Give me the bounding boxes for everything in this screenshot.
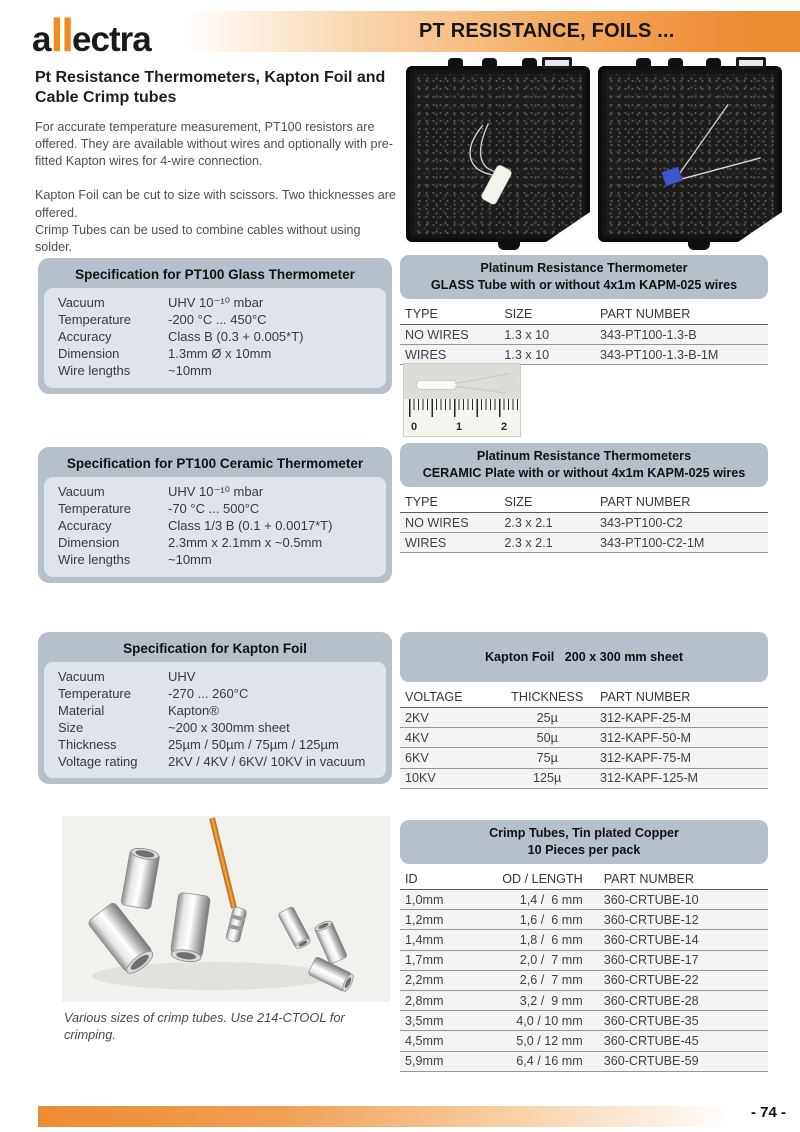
table-row	[400, 910, 768, 930]
spec-label: Temperature	[58, 500, 131, 516]
spec-body	[44, 477, 386, 577]
table-cell: 343-PT100-1.3-B-1M	[595, 345, 768, 365]
table-cell: 6,4 / 16 mm	[485, 1051, 599, 1071]
table-title	[400, 820, 768, 864]
spec-value: ~10mm	[168, 362, 212, 378]
spec-label: Accuracy	[58, 328, 112, 344]
ruler-ticks	[409, 399, 518, 417]
spec-label: Accuracy	[58, 517, 112, 533]
column-header: VOLTAGE	[400, 687, 499, 708]
table-row	[400, 513, 768, 533]
spec-value: 25µm / 50µm / 75µm / 125µm	[168, 736, 339, 752]
spec-row	[58, 518, 374, 535]
header-banner	[185, 11, 800, 52]
table-row	[400, 708, 768, 728]
table-header-row	[400, 492, 768, 513]
table-row	[400, 990, 768, 1010]
spec-row	[58, 686, 374, 703]
spec-row	[58, 346, 374, 363]
table-cell: NO WIRES	[400, 513, 499, 533]
table-row	[400, 728, 768, 748]
table-cell: 312-KAPF-50-M	[595, 728, 768, 748]
spec-label: Vacuum	[58, 484, 105, 499]
table-cell: 2,2mm	[400, 970, 485, 990]
spec-label: Dimension	[58, 534, 120, 550]
table-title-line: GLASS Tube with or without 4x1m KAPM-025 wires	[430, 278, 738, 292]
spec-value: ~10mm	[168, 551, 212, 567]
intro-paragraph: Kapton Foil can be cut to size with scissors. Two thicknesses are offered.	[35, 188, 396, 220]
spec-value: 2KV / 4KV / 6KV/ 10KV in vacuum	[168, 753, 366, 769]
table-title-line: CERAMIC Plate with or without 4x1m KAPM-025 wires	[422, 466, 746, 480]
table-row	[400, 1051, 768, 1071]
table-title-line: Platinum Resistance Thermometer	[480, 261, 688, 275]
box-knob	[498, 238, 520, 250]
intro-paragraph: For accurate temperature measurement, PT100 resistors are offered. They are available without wires and optionally with pre-fitted Kapton wires for 4-wire connection.	[35, 120, 393, 169]
box-tab	[668, 58, 683, 70]
table-row	[400, 325, 768, 345]
page-number: - 74 -	[750, 1104, 786, 1121]
column-header: SIZE	[499, 492, 595, 513]
table-cell: 1,2mm	[400, 910, 485, 930]
table-cell: 1,6 / 6 mm	[485, 910, 599, 930]
ruler	[404, 399, 520, 436]
logo-text: a	[32, 20, 51, 59]
spec-label: Material	[58, 702, 105, 718]
table-cell: 75µ	[499, 748, 595, 768]
table-cell: 1,8 / 6 mm	[485, 930, 599, 950]
spec-label: Thickness	[58, 736, 117, 752]
box-tab	[448, 58, 463, 70]
crimp-tubes-table	[400, 820, 768, 1072]
box-knob	[688, 238, 710, 250]
table-title	[400, 632, 768, 682]
glass-thermometer-scale-photo	[403, 363, 521, 437]
table-cell: 360-CRTUBE-10	[599, 890, 768, 910]
table-cell: 312-KAPF-25-M	[595, 708, 768, 728]
spec-row	[58, 329, 374, 346]
table-cell: WIRES	[400, 533, 499, 553]
box-clasp	[542, 57, 572, 69]
spec-row	[58, 754, 374, 771]
table-cell: 3,2 / 9 mm	[485, 990, 599, 1010]
column-header: THICKNESS	[499, 687, 595, 708]
box-tab	[522, 58, 537, 70]
spec-row	[58, 363, 374, 380]
crimp-tubes-photo	[62, 816, 390, 1002]
spec-row	[58, 312, 374, 329]
table-row	[400, 1031, 768, 1051]
banner-title: PT RESISTANCE, FOILS ...	[419, 20, 675, 42]
table-cell: 312-KAPF-125-M	[595, 768, 768, 788]
box-tab	[482, 58, 497, 70]
table-cell: 312-KAPF-75-M	[595, 748, 768, 768]
table-cell: 4,0 / 10 mm	[485, 1011, 599, 1031]
table-cell: 1,4 / 6 mm	[485, 890, 599, 910]
table-row	[400, 533, 768, 553]
table-row	[400, 890, 768, 910]
allectra-logo	[32, 8, 151, 62]
table-cell: 1,0mm	[400, 890, 485, 910]
logo-orange-ll: ll	[50, 9, 73, 61]
column-header: TYPE	[400, 492, 499, 513]
spec-label: Voltage rating	[58, 753, 138, 769]
table-cell: 1,7mm	[400, 950, 485, 970]
table-title-line: 10 Pieces per pack	[527, 843, 641, 857]
spec-label: Wire lengths	[58, 551, 131, 567]
table-title	[400, 443, 768, 487]
box-tab	[636, 58, 651, 70]
spec-row	[58, 669, 374, 686]
spec-value: UHV 10⁻¹⁰ mbar	[168, 295, 264, 310]
spec-row	[58, 295, 374, 312]
spec-value: Kapton®	[168, 702, 219, 718]
table-cell: 5,9mm	[400, 1051, 485, 1071]
spec-title: Specification for Kapton Foil	[123, 641, 307, 656]
column-header: OD / LENGTH	[485, 869, 599, 890]
spec-row	[58, 552, 374, 569]
table-cell: 1.3 x 10	[499, 345, 595, 365]
spec-row	[58, 720, 374, 737]
spec-title: Specification for PT100 Glass Thermometer	[75, 267, 355, 282]
ruler-number: 0	[411, 421, 418, 433]
spec-row	[58, 501, 374, 518]
footer-bar	[38, 1106, 734, 1127]
table-cell: 360-CRTUBE-59	[599, 1051, 768, 1071]
table-cell: WIRES	[400, 345, 499, 365]
spec-value: Class B (0.3 + 0.005*T)	[168, 328, 304, 344]
table-cell: 2.3 x 2.1	[499, 533, 595, 553]
spec-value: -70 °C ... 500°C	[168, 500, 260, 516]
table-cell: 2,8mm	[400, 990, 485, 1010]
crimp-photo-caption: Various sizes of crimp tubes. Use 214-CTOOL for crimping.	[64, 1010, 345, 1042]
ruler-numbers	[404, 421, 520, 435]
table-cell: 343-PT100-1.3-B	[595, 325, 768, 345]
table-cell: 50µ	[499, 728, 595, 748]
spec-value: UHV 10⁻¹⁰ mbar	[168, 484, 264, 499]
table-row	[400, 970, 768, 990]
spec-title: Specification for PT100 Ceramic Thermometer	[66, 456, 364, 471]
spec-body	[44, 662, 386, 778]
column-header: TYPE	[400, 304, 499, 325]
table-row	[400, 930, 768, 950]
logo-text: ectra	[72, 20, 151, 59]
table-title	[400, 255, 768, 299]
table-cell: 2.3 x 2.1	[499, 513, 595, 533]
column-header: PART NUMBER	[599, 869, 768, 890]
ruler-number: 1	[456, 421, 463, 433]
table-cell: 360-CRTUBE-12	[599, 910, 768, 930]
table-cell: 360-CRTUBE-28	[599, 990, 768, 1010]
spec-ceramic-box	[38, 447, 392, 583]
table-cell: 125µ	[499, 768, 595, 788]
table-cell: 360-CRTUBE-17	[599, 950, 768, 970]
table-cell: 360-CRTUBE-22	[599, 970, 768, 990]
table-title-line: Crimp Tubes, Tin plated Copper	[489, 826, 679, 840]
table-cell: 343-PT100-C2	[595, 513, 768, 533]
column-header: SIZE	[499, 304, 595, 325]
table-cell: NO WIRES	[400, 325, 499, 345]
table-cell: 10KV	[400, 768, 499, 788]
spec-label: Temperature	[58, 311, 131, 327]
column-header: ID	[400, 869, 485, 890]
table-cell: 25µ	[499, 708, 595, 728]
glass-thermometer-box-photo	[406, 66, 590, 242]
column-header: PART NUMBER	[595, 492, 768, 513]
table-header-row	[400, 869, 768, 890]
table-cell: 360-CRTUBE-14	[599, 930, 768, 950]
table-row	[400, 1011, 768, 1031]
kapton-foil-table	[400, 632, 768, 789]
spec-label: Wire lengths	[58, 362, 131, 378]
spec-value: UHV	[168, 669, 196, 684]
table-cell: 5,0 / 12 mm	[485, 1031, 599, 1051]
ceramic-plate-table	[400, 443, 768, 553]
table-title-line: Platinum Resistance Thermometers	[476, 449, 692, 463]
ceramic-thermometer-box-photo	[598, 66, 782, 242]
table-cell: 1,4mm	[400, 930, 485, 950]
spec-body	[44, 288, 386, 388]
spec-row	[58, 535, 374, 552]
page-title: Pt Resistance Thermometers, Kapton Foil and Cable Crimp tubes	[35, 69, 386, 106]
table-cell: 3,5mm	[400, 1011, 485, 1031]
intro-section	[35, 68, 397, 256]
table-row	[400, 345, 768, 365]
table-cell: 343-PT100-C2-1M	[595, 533, 768, 553]
box-corner	[738, 212, 782, 242]
spec-value: 2.3mm x 2.1mm x ~0.5mm	[168, 534, 323, 550]
table-cell: 360-CRTUBE-35	[599, 1011, 768, 1031]
box-tab	[706, 58, 721, 70]
spec-glass-box	[38, 258, 392, 394]
spec-kapton-box	[38, 632, 392, 784]
spec-row	[58, 737, 374, 754]
spec-value: -270 ... 260°C	[168, 685, 249, 701]
column-header: PART NUMBER	[595, 304, 768, 325]
spec-label: Temperature	[58, 685, 131, 701]
table-cell: 1.3 x 10	[499, 325, 595, 345]
ruler-number: 2	[501, 421, 508, 433]
spec-value: ~200 x 300mm sheet	[168, 719, 290, 735]
spec-value: Class 1/3 B (0.1 + 0.0017*T)	[168, 517, 333, 533]
box-clasp	[736, 57, 766, 69]
column-header: PART NUMBER	[595, 687, 768, 708]
spec-value: 1.3mm Ø x 10mm	[168, 345, 272, 361]
spec-label: Vacuum	[58, 669, 105, 684]
table-cell: 4,5mm	[400, 1031, 485, 1051]
spec-row	[58, 703, 374, 720]
table-row	[400, 748, 768, 768]
table-cell: 2,0 / 7 mm	[485, 950, 599, 970]
table-row	[400, 768, 768, 788]
spec-label: Vacuum	[58, 295, 105, 310]
table-header-row	[400, 687, 768, 708]
table-cell: 6KV	[400, 748, 499, 768]
spec-label: Size	[58, 719, 84, 735]
spec-value: -200 °C ... 450°C	[168, 311, 267, 327]
table-cell: 4KV	[400, 728, 499, 748]
table-cell: 2KV	[400, 708, 499, 728]
intro-paragraph: Crimp Tubes can be used to combine cables without using solder.	[35, 222, 361, 254]
crimp-tubes-illustration	[62, 816, 390, 1002]
spec-row	[58, 484, 374, 501]
table-row	[400, 950, 768, 970]
table-title-line: Kapton Foil 200 x 300 mm sheet	[484, 649, 684, 664]
spec-label: Dimension	[58, 345, 120, 361]
table-cell: 360-CRTUBE-45	[599, 1031, 768, 1051]
table-cell: 2,6 / 7 mm	[485, 970, 599, 990]
box-corner	[546, 212, 590, 242]
table-header-row	[400, 304, 768, 325]
glass-tube-table	[400, 255, 768, 365]
